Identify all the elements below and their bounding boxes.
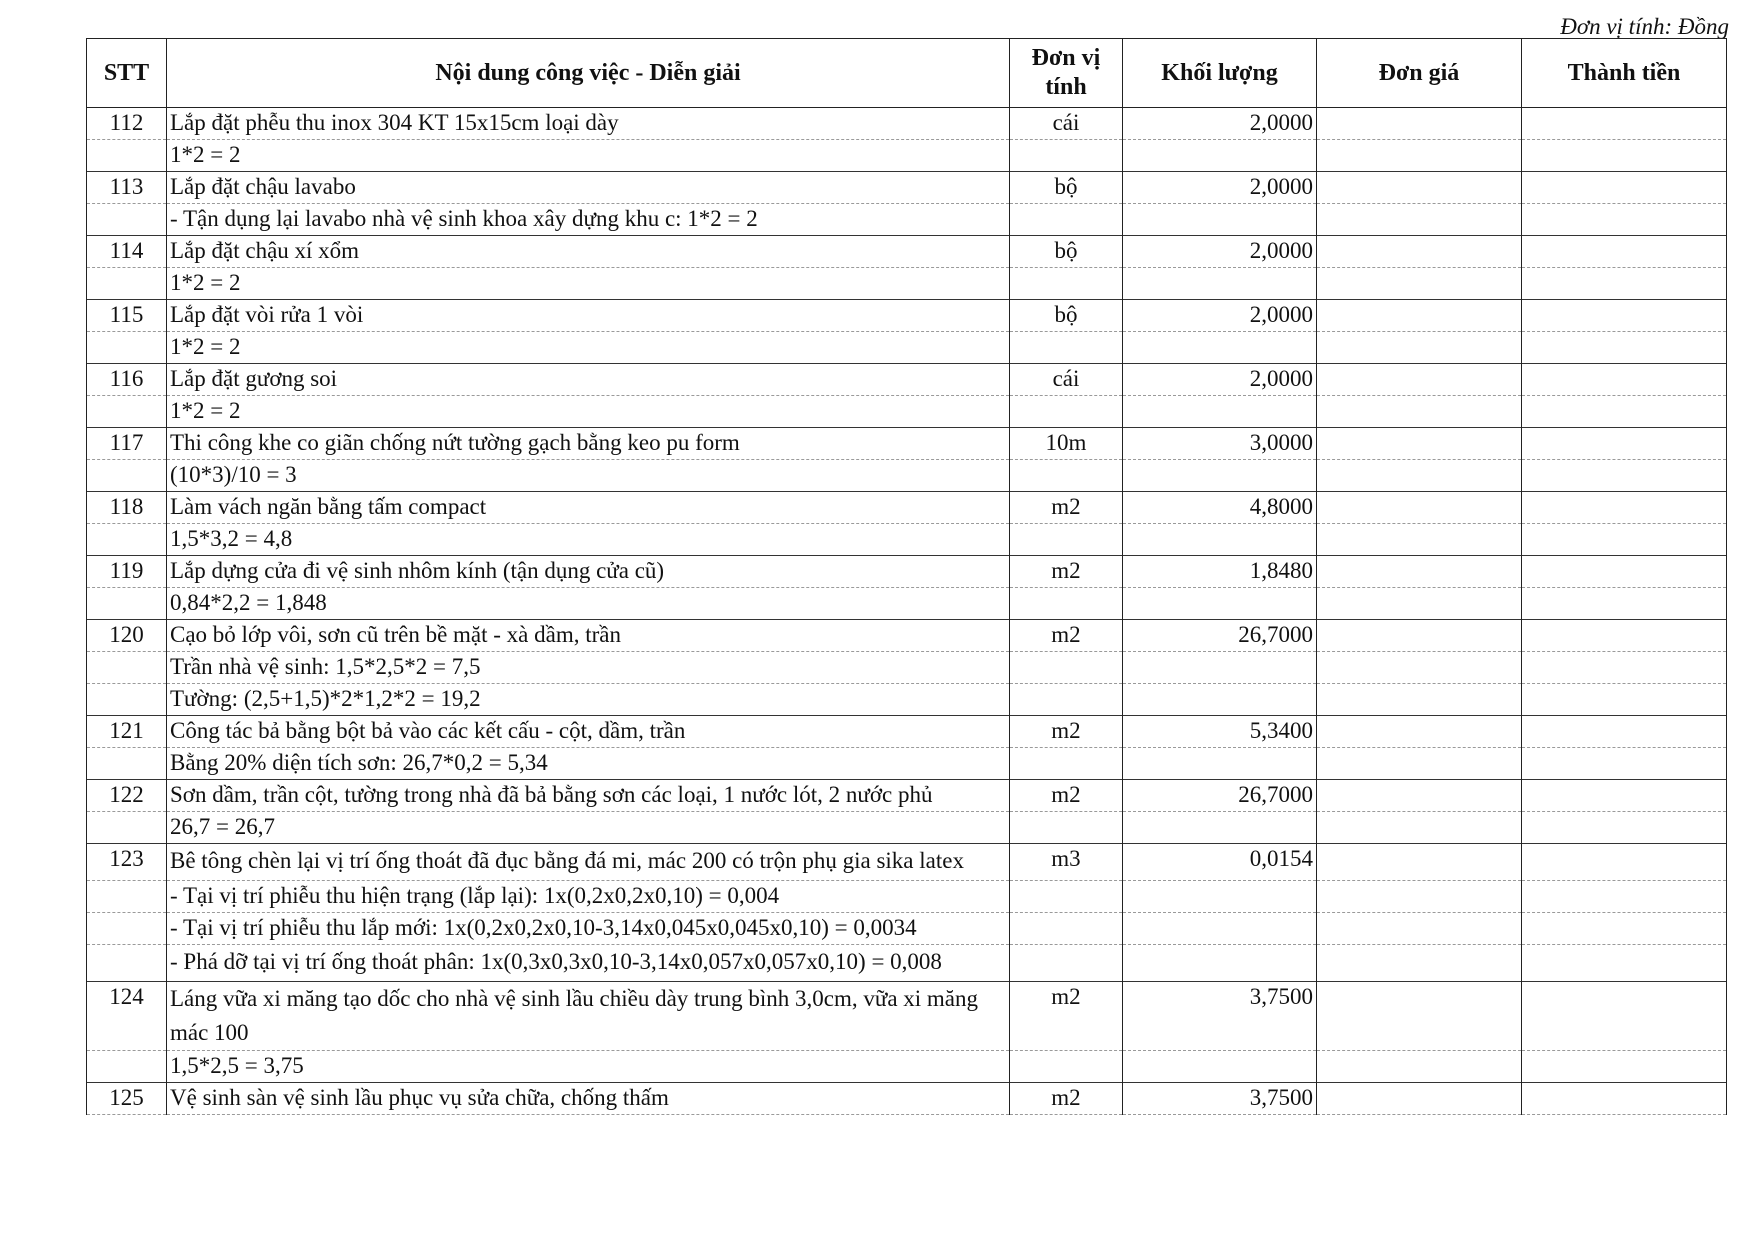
header-unit (1010, 39, 1123, 108)
table-row-detail (87, 332, 1727, 364)
cell-description: Trần nhà vệ sinh: 1,5*2,5*2 = 7,5 (167, 652, 1010, 684)
table-row-item (87, 492, 1727, 524)
table-row-detail (87, 652, 1727, 684)
table-row-item (87, 364, 1727, 396)
cell-unit (1010, 1051, 1123, 1083)
cell-unit: cái (1010, 364, 1123, 396)
cell-description: 1,5*2,5 = 3,75 (167, 1051, 1010, 1083)
cell-stt: 114 (87, 236, 167, 268)
cell-stt: 120 (87, 620, 167, 652)
cell-total (1522, 945, 1727, 982)
cell-total (1522, 588, 1727, 620)
cell-unit (1010, 652, 1123, 684)
cell-stt: 119 (87, 556, 167, 588)
cell-unit (1010, 396, 1123, 428)
cell-total (1522, 172, 1727, 204)
cell-quantity (1123, 684, 1317, 716)
cell-unit-price (1317, 716, 1522, 748)
cell-quantity: 2,0000 (1123, 364, 1317, 396)
cell-unit: 10m (1010, 428, 1123, 460)
cell-stt (87, 652, 167, 684)
table-row-detail (87, 460, 1727, 492)
cell-quantity (1123, 652, 1317, 684)
cell-stt: 117 (87, 428, 167, 460)
cell-stt (87, 204, 167, 236)
cell-description: Thi công khe co giãn chống nứt tường gạch bằng keo pu form (167, 428, 1010, 460)
cell-unit: m2 (1010, 492, 1123, 524)
cell-total (1522, 396, 1727, 428)
table-body (87, 108, 1727, 1115)
cell-stt (87, 945, 167, 982)
cell-quantity (1123, 332, 1317, 364)
cell-unit-price (1317, 881, 1522, 913)
cell-unit (1010, 684, 1123, 716)
table-row-detail (87, 524, 1727, 556)
cell-stt (87, 396, 167, 428)
table-row-detail (87, 204, 1727, 236)
cell-total (1522, 364, 1727, 396)
cell-unit-price (1317, 1083, 1522, 1115)
cell-description: Lắp đặt vòi rửa 1 vòi (167, 300, 1010, 332)
cell-unit-price (1317, 945, 1522, 982)
cell-description: 1*2 = 2 (167, 332, 1010, 364)
cell-stt: 124 (87, 982, 167, 1051)
cell-description: Lắp đặt gương soi (167, 364, 1010, 396)
cell-quantity: 26,7000 (1123, 620, 1317, 652)
cell-total (1522, 913, 1727, 945)
table-row-item (87, 1083, 1727, 1115)
cell-stt (87, 332, 167, 364)
cell-description: - Tận dụng lại lavabo nhà vệ sinh khoa xây dựng khu c: 1*2 = 2 (167, 204, 1010, 236)
cell-unit: m2 (1010, 982, 1123, 1051)
cell-quantity (1123, 812, 1317, 844)
table-row-item (87, 300, 1727, 332)
cell-unit-price (1317, 748, 1522, 780)
cell-stt (87, 460, 167, 492)
cell-quantity: 3,7500 (1123, 982, 1317, 1051)
cell-unit: m2 (1010, 620, 1123, 652)
cell-unit (1010, 460, 1123, 492)
table-row-detail (87, 748, 1727, 780)
cell-total (1522, 300, 1727, 332)
cell-unit (1010, 524, 1123, 556)
cell-quantity (1123, 140, 1317, 172)
cell-unit: m3 (1010, 844, 1123, 881)
table-header (87, 39, 1727, 108)
cell-quantity (1123, 1051, 1317, 1083)
cell-total (1522, 332, 1727, 364)
cell-total (1522, 844, 1727, 881)
cell-unit-price (1317, 588, 1522, 620)
cell-stt: 113 (87, 172, 167, 204)
cell-total (1522, 652, 1727, 684)
cell-stt: 123 (87, 844, 167, 881)
estimate-table (86, 38, 1727, 1115)
cell-stt: 115 (87, 300, 167, 332)
cell-quantity (1123, 913, 1317, 945)
cell-quantity: 4,8000 (1123, 492, 1317, 524)
header-stt: STT (87, 39, 167, 108)
cell-quantity: 2,0000 (1123, 300, 1317, 332)
header-unit-line2: tính (1045, 74, 1087, 100)
cell-description: - Tại vị trí phiễu thu hiện trạng (lắp lại): 1x(0,2x0,2x0,10) = 0,004 (167, 881, 1010, 913)
cell-total (1522, 524, 1727, 556)
cell-description: (10*3)/10 = 3 (167, 460, 1010, 492)
cell-description: - Tại vị trí phiễu thu lắp mới: 1x(0,2x0,2x0,10-3,14x0,045x0,045x0,10) = 0,0034 (167, 913, 1010, 945)
cell-unit-price (1317, 780, 1522, 812)
header-unit-line1: Đơn vị (1031, 45, 1101, 72)
cell-unit: m2 (1010, 556, 1123, 588)
cell-total (1522, 268, 1727, 300)
cell-description: Lắp đặt chậu xí xổm (167, 236, 1010, 268)
cell-unit (1010, 913, 1123, 945)
table-row-item (87, 982, 1727, 1051)
header-quantity: Khối lượng (1123, 39, 1317, 108)
header-total: Thành tiền (1522, 39, 1727, 108)
table-row-detail (87, 268, 1727, 300)
unit-note: Đơn vị tính: Đồng (1560, 14, 1729, 39)
cell-stt (87, 524, 167, 556)
table-row-item (87, 172, 1727, 204)
header-unit-price: Đơn giá (1317, 39, 1522, 108)
table-row-item (87, 236, 1727, 268)
cell-unit-price (1317, 428, 1522, 460)
cell-quantity (1123, 881, 1317, 913)
cell-quantity (1123, 460, 1317, 492)
cell-quantity (1123, 945, 1317, 982)
cell-unit-price (1317, 492, 1522, 524)
cell-description: 1,5*3,2 = 4,8 (167, 524, 1010, 556)
cell-description: Láng vữa xi măng tạo dốc cho nhà vệ sinh lầu chiều dày trung bình 3,0cm, vữa xi măng mác 100 (167, 982, 1010, 1051)
cell-unit-price (1317, 108, 1522, 140)
cell-total (1522, 620, 1727, 652)
cell-total (1522, 140, 1727, 172)
cell-quantity (1123, 396, 1317, 428)
cell-unit: bộ (1010, 236, 1123, 268)
cell-unit (1010, 748, 1123, 780)
cell-total (1522, 236, 1727, 268)
cell-quantity (1123, 204, 1317, 236)
cell-description: Bằng 20% diện tích sơn: 26,7*0,2 = 5,34 (167, 748, 1010, 780)
table-row-item (87, 620, 1727, 652)
table-row-item (87, 716, 1727, 748)
table-row-detail (87, 913, 1727, 945)
cell-unit-price (1317, 364, 1522, 396)
table-row-detail (87, 588, 1727, 620)
cell-stt: 118 (87, 492, 167, 524)
table-row-item (87, 108, 1727, 140)
table-row-item (87, 780, 1727, 812)
table-row-item (87, 428, 1727, 460)
cell-total (1522, 428, 1727, 460)
table-row-item (87, 556, 1727, 588)
table-row-detail (87, 881, 1727, 913)
table-row-detail (87, 1051, 1727, 1083)
cell-total (1522, 556, 1727, 588)
cell-stt: 121 (87, 716, 167, 748)
cell-unit-price (1317, 556, 1522, 588)
cell-unit (1010, 332, 1123, 364)
cell-description: Làm vách ngăn bằng tấm compact (167, 492, 1010, 524)
cell-quantity: 2,0000 (1123, 172, 1317, 204)
cell-stt (87, 268, 167, 300)
table-row-detail (87, 684, 1727, 716)
cell-unit (1010, 588, 1123, 620)
cell-quantity: 3,7500 (1123, 1083, 1317, 1115)
cell-stt (87, 140, 167, 172)
cell-stt: 116 (87, 364, 167, 396)
cell-unit-price (1317, 268, 1522, 300)
cell-total (1522, 716, 1727, 748)
cell-quantity (1123, 748, 1317, 780)
estimate-table-container (86, 38, 1727, 1115)
cell-quantity: 0,0154 (1123, 844, 1317, 881)
cell-unit-price (1317, 332, 1522, 364)
cell-unit: bộ (1010, 172, 1123, 204)
cell-unit-price (1317, 913, 1522, 945)
cell-unit-price (1317, 812, 1522, 844)
header-description: Nội dung công việc - Diễn giải (167, 39, 1010, 108)
cell-unit-price (1317, 652, 1522, 684)
table-row-detail (87, 945, 1727, 982)
cell-quantity (1123, 268, 1317, 300)
cell-unit: cái (1010, 108, 1123, 140)
cell-description: 1*2 = 2 (167, 396, 1010, 428)
cell-description: - Phá dỡ tại vị trí ống thoát phân: 1x(0,3x0,3x0,10-3,14x0,057x0,057x0,10) = 0,008 (167, 945, 1010, 982)
cell-stt: 112 (87, 108, 167, 140)
cell-stt: 125 (87, 1083, 167, 1115)
cell-quantity: 1,8480 (1123, 556, 1317, 588)
cell-description: Bê tông chèn lại vị trí ống thoát đã đục bằng đá mi, mác 200 có trộn phụ gia sika latex (167, 844, 1010, 881)
cell-unit-price (1317, 982, 1522, 1051)
cell-stt (87, 881, 167, 913)
cell-total (1522, 204, 1727, 236)
cell-description: Lắp đặt phễu thu inox 304 KT 15x15cm loại dày (167, 108, 1010, 140)
cell-description: Công tác bả bằng bột bả vào các kết cấu - cột, dầm, trần (167, 716, 1010, 748)
cell-unit-price (1317, 140, 1522, 172)
cell-description: Vệ sinh sàn vệ sinh lầu phục vụ sửa chữa, chống thấm (167, 1083, 1010, 1115)
cell-unit-price (1317, 396, 1522, 428)
cell-total (1522, 460, 1727, 492)
cell-description: 0,84*2,2 = 1,848 (167, 588, 1010, 620)
cell-quantity: 2,0000 (1123, 236, 1317, 268)
cell-unit: m2 (1010, 1083, 1123, 1115)
cell-unit: bộ (1010, 300, 1123, 332)
cell-description: 1*2 = 2 (167, 140, 1010, 172)
table-row-detail (87, 140, 1727, 172)
cell-unit-price (1317, 844, 1522, 881)
cell-quantity: 2,0000 (1123, 108, 1317, 140)
cell-unit (1010, 945, 1123, 982)
cell-unit: m2 (1010, 716, 1123, 748)
cell-unit-price (1317, 172, 1522, 204)
cell-unit-price (1317, 204, 1522, 236)
table-row-item (87, 844, 1727, 881)
cell-quantity: 3,0000 (1123, 428, 1317, 460)
cell-total (1522, 492, 1727, 524)
cell-description: Sơn dầm, trần cột, tường trong nhà đã bả bằng sơn các loại, 1 nước lót, 2 nước phủ (167, 780, 1010, 812)
table-row-detail (87, 812, 1727, 844)
cell-quantity: 26,7000 (1123, 780, 1317, 812)
cell-description: Tường: (2,5+1,5)*2*1,2*2 = 19,2 (167, 684, 1010, 716)
cell-stt (87, 748, 167, 780)
cell-description: Lắp đặt chậu lavabo (167, 172, 1010, 204)
cell-unit-price (1317, 236, 1522, 268)
cell-total (1522, 1083, 1727, 1115)
cell-unit (1010, 204, 1123, 236)
cell-description: 26,7 = 26,7 (167, 812, 1010, 844)
cell-unit (1010, 140, 1123, 172)
cell-description: 1*2 = 2 (167, 268, 1010, 300)
cell-stt: 122 (87, 780, 167, 812)
cell-stt (87, 913, 167, 945)
cell-quantity: 5,3400 (1123, 716, 1317, 748)
cell-total (1522, 982, 1727, 1051)
cell-unit-price (1317, 1051, 1522, 1083)
cell-unit-price (1317, 524, 1522, 556)
cell-quantity (1123, 524, 1317, 556)
cell-unit: m2 (1010, 780, 1123, 812)
cell-unit (1010, 812, 1123, 844)
cell-total (1522, 812, 1727, 844)
cell-description: Lắp dựng cửa đi vệ sinh nhôm kính (tận dụng cửa cũ) (167, 556, 1010, 588)
cell-stt (87, 812, 167, 844)
cell-unit-price (1317, 460, 1522, 492)
cell-total (1522, 684, 1727, 716)
cell-total (1522, 780, 1727, 812)
cell-total (1522, 881, 1727, 913)
cell-description: Cạo bỏ lớp vôi, sơn cũ trên bề mặt - xà dầm, trần (167, 620, 1010, 652)
cell-quantity (1123, 588, 1317, 620)
table-row-detail (87, 396, 1727, 428)
cell-stt (87, 588, 167, 620)
cell-total (1522, 748, 1727, 780)
cell-total (1522, 1051, 1727, 1083)
cell-unit (1010, 268, 1123, 300)
cell-stt (87, 684, 167, 716)
cell-unit-price (1317, 620, 1522, 652)
cell-total (1522, 108, 1727, 140)
cell-unit-price (1317, 300, 1522, 332)
cell-unit (1010, 881, 1123, 913)
cell-unit-price (1317, 684, 1522, 716)
cell-stt (87, 1051, 167, 1083)
